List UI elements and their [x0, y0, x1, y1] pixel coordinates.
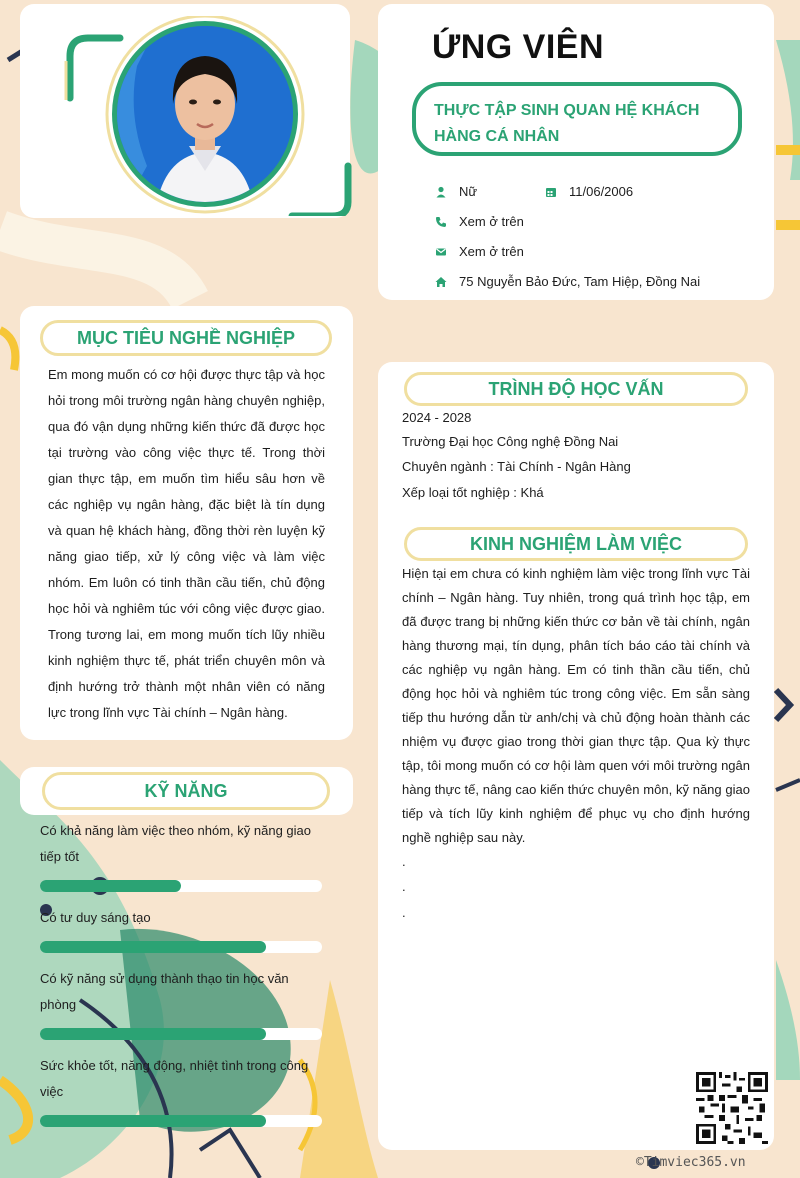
phone-icon [434, 215, 448, 229]
skills-header-card [20, 767, 353, 815]
portrait-image [117, 26, 293, 202]
gender-value: Nữ [459, 184, 478, 199]
experience-dot: . [402, 854, 406, 869]
skill-bar [40, 941, 322, 953]
skill-label: Có khả năng làm việc theo nhóm, kỹ năng giao tiếp tốt [40, 823, 312, 864]
address-row [434, 274, 700, 289]
skill-label: Có tư duy sáng tạo [40, 910, 151, 925]
objective-card [20, 306, 353, 740]
qr-code [696, 1072, 768, 1144]
header-card [378, 4, 774, 300]
skill-bar [40, 1115, 322, 1127]
experience-text: Hiện tại em chưa có kinh nghiệm làm việc trong lĩnh vực Tài chính – Ngân hàng. Tuy nhiên, trong quá trình học tập, em đã được trang bị những kiến thức cơ bản về tài chính, ngân hàng thương mại, tín dụng, phân tích báo cáo tài chính và các nghiệp vụ ngân hàng. Em có tinh thần cầu tiến, chủ động học hỏi và nghiêm túc trong công việc. Em sẵn sàng tiếp thu hướng dẫn từ anh/chị và chủ động hoàn thành các nhiệm vụ được giao trong thời gian thực tập. Qua kỳ thực tập, tôi mong muốn có cơ hội làm quen với môi trường ngân hàng thực tế, nâng cao kiến thức chuyên môn, kỹ năng giao tiếp và tích lũy kinh nghiệm để phục vụ cho định hướng nghề nghiệp sau này. [402, 566, 750, 845]
experience-title: KINH NGHIỆM LÀM VIỆC [404, 527, 748, 561]
calendar-icon [544, 185, 558, 199]
position-title: THỰC TẬP SINH QUAN HỆ KHÁCH HÀNG CÁ NHÂN [412, 82, 742, 156]
skill-bar-fill [40, 941, 266, 953]
skill-bar-fill [40, 1115, 266, 1127]
objective-title: MỤC TIÊU NGHỀ NGHIỆP [40, 320, 332, 356]
email-value: Xem ở trên [459, 244, 524, 259]
skill-bar [40, 1028, 322, 1040]
birthdate-value: 11/06/2006 [569, 184, 634, 199]
skill-bar-fill [40, 880, 181, 892]
birthdate-row [544, 184, 633, 199]
phone-row [434, 214, 524, 229]
education-school: Trường Đại học Công nghệ Đồng Nai [402, 434, 619, 449]
home-icon [434, 275, 448, 289]
skill-label: Có kỹ năng sử dụng thành thạo tin học văn phòng [40, 971, 289, 1012]
education-title: TRÌNH ĐỘ HỌC VẤN [404, 372, 748, 406]
skill-bar [40, 880, 322, 892]
skills-title: KỸ NĂNG [42, 772, 330, 810]
experience-dot: . [402, 905, 406, 920]
education-experience-card [378, 362, 774, 1150]
gender-row [434, 184, 477, 199]
avatar [112, 21, 298, 207]
candidate-name: ỨNG VIÊN [432, 28, 605, 66]
education-period: 2024 - 2028 [402, 410, 472, 425]
watermark: ©Timviec365.vn [636, 1155, 746, 1170]
photo-card [20, 4, 350, 218]
address-value: 75 Nguyễn Bảo Đức, Tam Hiệp, Đồng Nai [459, 274, 701, 289]
education-major: Chuyên ngành : Tài Chính - Ngân Hàng [402, 459, 631, 474]
email-icon [434, 245, 448, 259]
email-row [434, 244, 524, 259]
skill-bar-fill [40, 1028, 266, 1040]
education-grade: Xếp loại tốt nghiệp : Khá [402, 485, 544, 500]
person-icon [434, 185, 448, 199]
objective-text: Em mong muốn có cơ hội được thực tập và học hỏi trong môi trường ngân hàng chuyên nghiệp, qua đó vận dụng những kiến thức đã được học tại trường vào công việc thực tế. Trong thời gian thực tập, em muốn tìm hiểu sâu hơn về các nghiệp vụ ngân hàng, đặc biệt là tín dụng và quan hệ khách hàng, đồng thời rèn luyện kỹ năng giao tiếp, xử lý công việc và làm việc nhóm. Em luôn có tinh thần cầu tiến, chủ động học hỏi và nghiêm túc với công việc được giao. Trong tương lai, em mong muốn tích lũy nhiều kinh nghiệm thực tế, phát triển chuyên môn và định hướng trở thành một nhân viên có năng lực trong lĩnh vực Tài chính – Ngân hàng. [48, 367, 325, 720]
photo-frame [64, 16, 354, 216]
experience-dot: . [402, 879, 406, 894]
skill-label: Sức khỏe tốt, năng động, nhiệt tình trong công việc [40, 1058, 309, 1099]
phone-value: Xem ở trên [459, 214, 524, 229]
